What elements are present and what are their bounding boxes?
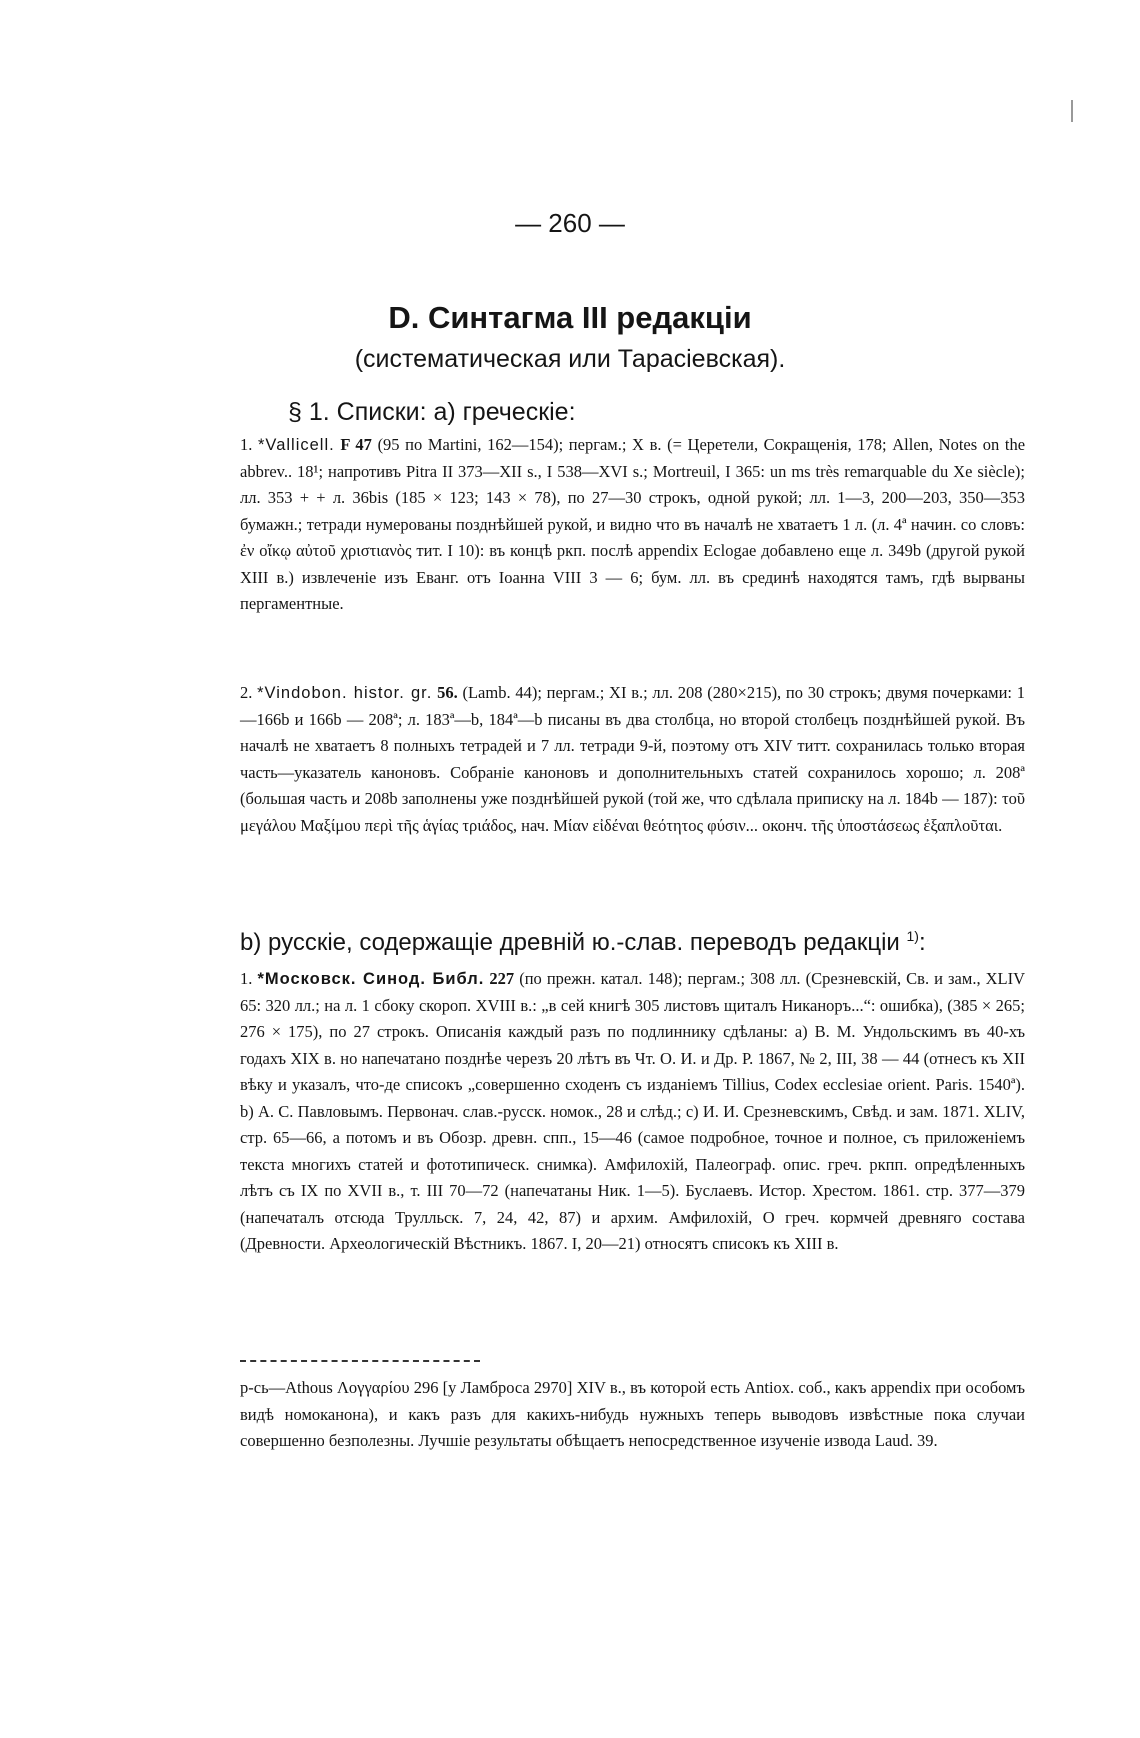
manuscript-label: *Vindobon. histor. gr.: [257, 684, 433, 702]
manuscript-label: *Московск. Синод. Библ.: [257, 970, 485, 988]
section-title: D. Синтагма III редакціи: [388, 300, 752, 335]
manuscript-description: (95 по Martini, 162—154); пергам.; X в. (= Церетели, Сокращенія, 178; Allen, Notes on the abbrev.. 18¹; напротивъ Pitra II 373—XII s., I 538—XVI s.; Mortreuil, I 365: un ms très remarquable du Xe siècle); лл. 353 + + л. 36bis (185 × 123; 143 × 78), по 27—30 строкъ, одной рукой; лл. 1—3, 200—203, 350—353 бумажн.; тетради нумерованы позднѣйшей рукой, и видно что въ началѣ не хватаетъ 1 л. (л. 4ª начин. со словъ: ἐν οἴκῳ αὐτοῦ χριστιανὸς тит. I 10): въ концѣ ркп. послѣ appendix Eclogae добавлено еще л. 349b (другой рукой XIII в.) извлеченіе изъ Еванг. отъ Іоанна VIII 3 — 6; бум. лл. въ срединѣ находятся тамъ, гдѣ вырваны пергаментные.: [240, 435, 1026, 613]
manuscript-description: (Lamb. 44); пергам.; XI в.; лл. 208 (280×215), по 30 строкъ; двумя почерками: 1—166b и 166b — 208ª; л. 183ª—b, 184ª—b писаны въ два столбца, но второй столбецъ позднѣйшей рукой. Въ началѣ не хватаетъ 8 полныхъ тетрадей и 7 лл. тетради 9-й, поэтому отъ XIV титт. сохранилась только вторая часть—указатель каноновъ. Собраніе каноновъ и дополнительныхъ статей сохранилось хорошо; л. 208ª (большая часть и 208b заполнены уже позднѣйшей рукой (той же, что сдѣлала приписку на л. 184b — 187): τοῦ μεγάλου Μαξίμου περὶ τῆς ἁγίας τριάδος, нач. Μίαν εἰδέναι θεότητος φύσιν... оконч. τῆς ὑποστάσεως ἐξαπλοῦται.: [240, 683, 1026, 835]
page-number: — 260 —: [515, 208, 625, 238]
manuscript-label: *Vallicell.: [258, 436, 335, 454]
item-number: 2.: [240, 683, 253, 702]
manuscript-signature: 56.: [437, 683, 458, 702]
russian-item-1: [240, 966, 1025, 1258]
manuscript-description: (по прежн. катал. 148); пергам.; 308 лл. (Срезневскій, Св. и зам., XLIV 65: 320 лл.; на л. 1 сбоку скороп. XVIII в.: „в сей книгѣ 305 листовъ щиталъ Никаноръ...“: ошибка), (385 × 265; 276 × 175), по 27 строкъ. Описанія каждый разъ по подлиннику сдѣланы: а) В. М. Ундольскимъ въ 40-хъ годахъ XIX в. но напечатано позднѣе черезъ 20 лѣтъ въ Чт. О. И. и Др. Р. 1867, № 2, III, 38 — 44 (отнесъ къ XII вѣку и указалъ, что-де списокъ „совершенно сходенъ съ изданіемъ Tillius, Codex ecclesiae orient. Paris. 1540ª). b) А. С. Павловымъ. Первонач. слав.-русск. номок., 28 и слѣд.; c) И. И. Срезневскимъ, Свѣд. и зам. 1871. XLIV, стр. 65—66, а потомъ и въ Обозр. древн. спп., 15—46 (самое подробное, точное и полное, съ приложеніемъ текста многихъ статей и фототипическ. снимка). Амфилохій, Палеограф. опис. греч. ркпп. опредѣленныхъ лѣтъ съ IX по XVII в., т. III 70—72 (напечатаны Ник. 1—5). Буслаевъ. Истор. Хрестом. 1861. стр. 377—379 (напечаталъ отсюда Трулльск. 7, 24, 42, 87) и архим. Амфилохій, О греч. кормчей древняго состава (Древности. Археологическій Вѣстникъ. 1867. I, 20—21) относятъ списокъ къ XIII в.: [240, 969, 1026, 1253]
footnote-text: р-сь—Athous Λογγαρίου 296 [у Ламброса 2970] XIV в., въ которой есть Antioх. соб., какъ appendix при особомъ видѣ номоканона), и какъ разъ для какихъ-нибудь нужныхъ теперь выводовъ извѣстные пока случаи совершенно безполезны. Лучшіе результаты обѣщаетъ непосредственное изученіе извода Laud. 39.: [240, 1378, 1025, 1450]
item-number: 1.: [240, 435, 253, 454]
greek-item-1: [240, 432, 1025, 618]
item-number: 1.: [240, 969, 253, 988]
manuscript-signature: F 47: [340, 435, 372, 454]
russian-heading-text: b) русскіе, содержащіе древній ю.-слав. переводъ редакціи: [240, 929, 907, 956]
footnote: [240, 1375, 1025, 1455]
footnote-marker: 1): [906, 928, 919, 944]
section-subtitle: (систематическая или Тарасіевская).: [354, 345, 786, 373]
lists-heading: § 1. Списки: а) греческіе:: [288, 398, 576, 426]
footnote-separator: [240, 1360, 480, 1362]
russian-lists-heading: [240, 928, 1030, 957]
margin-mark: [1071, 100, 1073, 122]
greek-item-2: [240, 680, 1025, 839]
manuscript-signature: 227: [489, 969, 515, 988]
russian-heading-suffix: :: [918, 929, 926, 956]
